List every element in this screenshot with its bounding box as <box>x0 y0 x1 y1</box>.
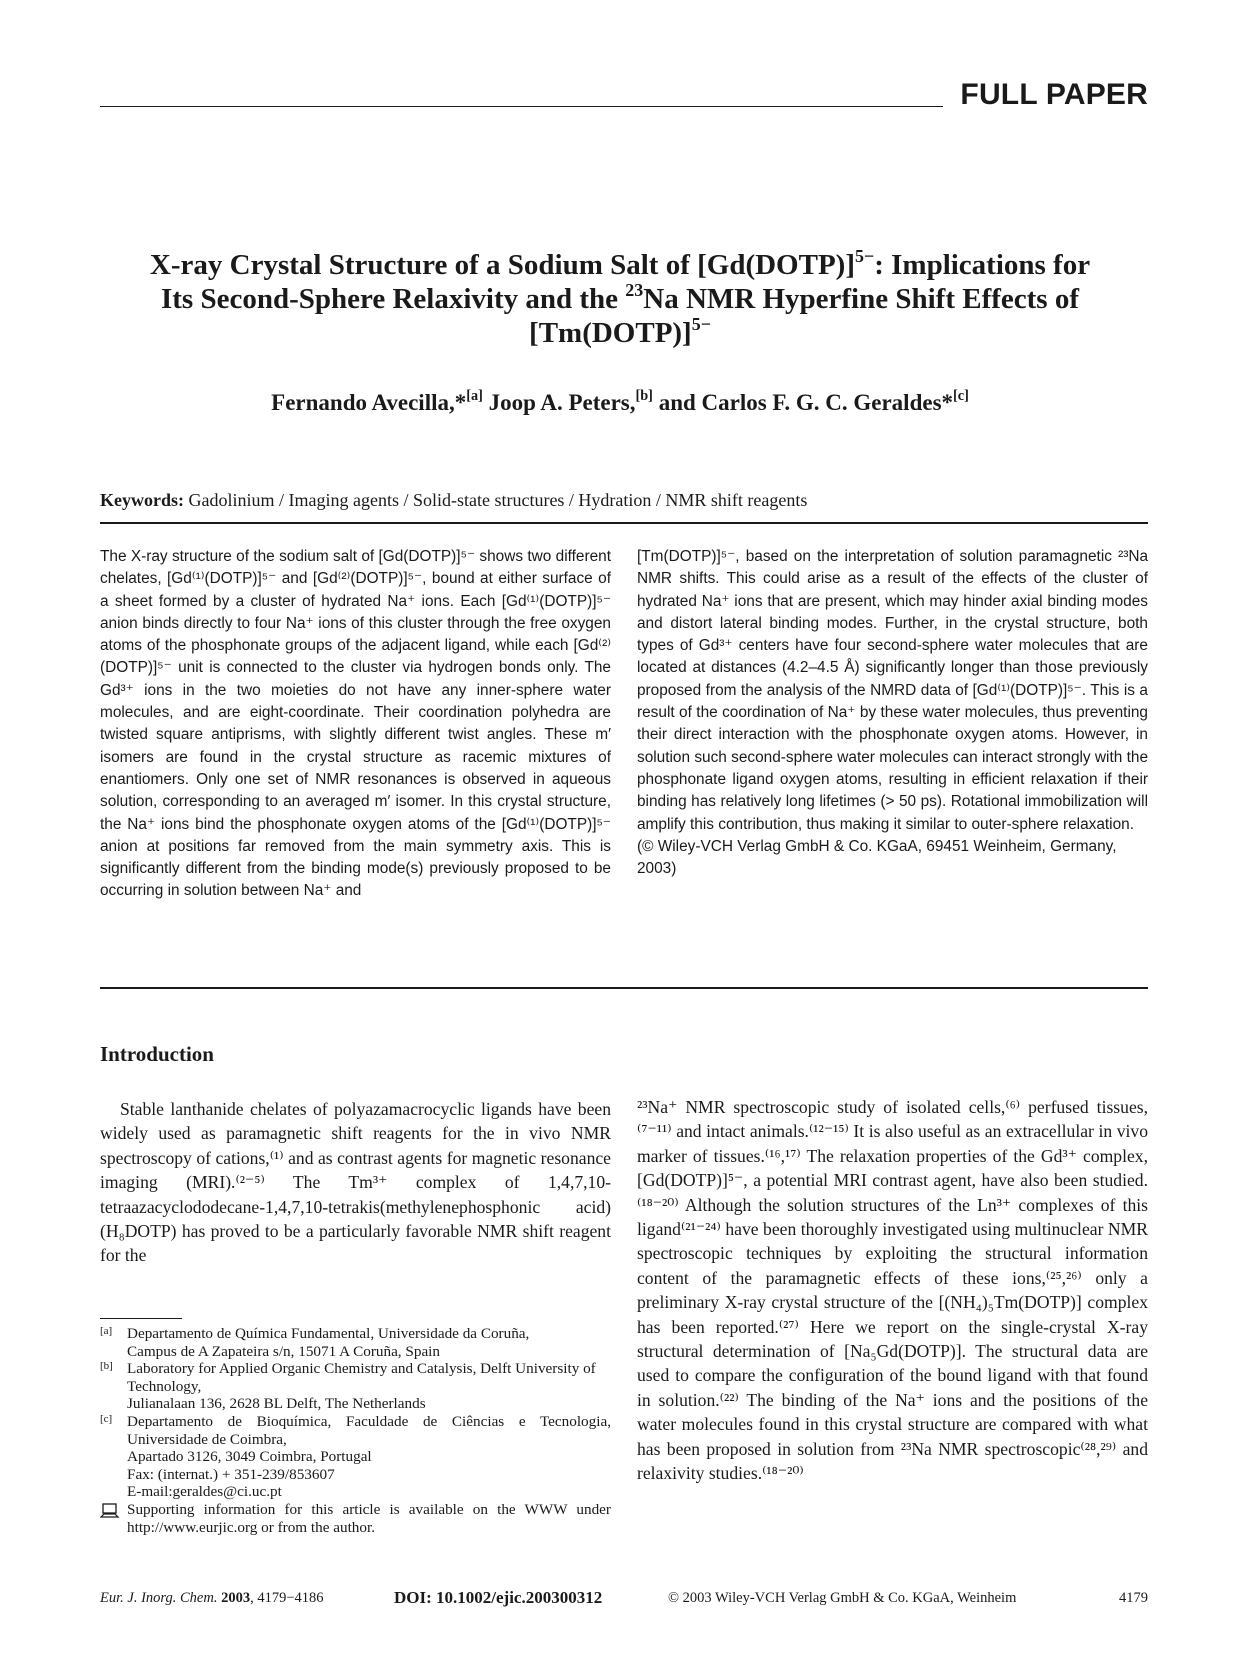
author-3: and Carlos F. G. C. Geraldes* <box>652 390 954 415</box>
footnote-rule <box>100 1318 182 1319</box>
abstract-right-text: [Tm(DOTP)]⁵⁻, based on the interpretation of solution paramagnetic ²³Na NMR shifts. This could arise as a result of the effects of the cluster of hydrated Na⁺ ions that are present, which may hinder axial binding modes and distort lateral binding modes. Further, in the crystal structure, both types of Gd³⁺ centers have four second-sphere water molecules that are located at distances (4.2–4.5 Å) significantly longer than those previously proposed from the analysis of the NMRD data of [Gd⁽¹⁾(DOTP)]⁵⁻. This is a result of the coordination of Na⁺ by these water molecules, thus preventing their direct interaction with the phosphonate oxygen atoms. However, in solution such second-sphere water molecules can interact strongly with the phosphonate ligand oxygen atoms, resulting in efficient relaxation if their binding has relatively long lifetimes (> 50 ps). Rotational immobilization will amplify this contribution, thus making it similar to outer-sphere relaxation. <box>637 548 1148 833</box>
affiliation-mark-a: [a] <box>466 387 483 404</box>
footnotes <box>100 1325 611 1536</box>
title-charge: 5− <box>854 245 875 266</box>
footnote-mark: [b] <box>100 1360 113 1373</box>
title-isotope: 23 <box>625 279 644 300</box>
abstract-right-column <box>637 546 1148 880</box>
affiliation-mark-c: [c] <box>953 387 969 404</box>
footnote-line: Departamento de Bioquímica, Faculdade de Ciências e Tecnologia, Universidade de Coimbra, <box>127 1412 611 1448</box>
footer-doi[interactable]: DOI: 10.1002/ejic.200300312 <box>394 1588 603 1607</box>
footnote-line: Supporting information for this article is available on the WWW under http://www.eurjic.org or from the author. <box>127 1500 611 1536</box>
footnote-mark: [a] <box>100 1325 113 1337</box>
abstract-copyright: (© Wiley-VCH Verlag GmbH & Co. KGaA, 69451 Weinheim, Germany, 2003) <box>637 837 1117 878</box>
keywords-label: Keywords: <box>100 490 184 510</box>
footer-copyright: © 2003 Wiley-VCH Verlag GmbH & Co. KGaA, Weinheim <box>668 1590 1017 1606</box>
affiliation-mark-b: [b] <box>635 387 653 404</box>
keywords <box>100 490 1148 511</box>
footnote-line: Laboratory for Applied Organic Chemistry and Catalysis, Delft University of Technology, <box>127 1360 596 1395</box>
keywords-text: Gadolinium / Imaging agents / Solid-state structures / Hydration / NMR shift reagents <box>184 490 808 510</box>
author-1: Fernando Avecilla,* <box>271 390 467 415</box>
author-list <box>100 387 1140 416</box>
footnote-supporting-info <box>100 1501 611 1536</box>
computer-icon <box>100 1503 120 1524</box>
footnote-line: Campus de A Zapateira s/n, 15071 A Coruña, Spain <box>127 1342 440 1360</box>
intro-left-column: Stable lanthanide chelates of polyazamacrocyclic ligands have been widely used as paramagnetic shift reagents for the in vivo NMR spectroscopy of cations,⁽¹⁾ and as contrast agents for magnetic resonance imaging (MRI).⁽²⁻⁵⁾ The Tm³⁺ complex of 1,4,7,10-tetraazacyclododecane-1,4,7,10-tetrakis(methylenephosphonic acid) (H₈DOTP) has proved to be a particularly favorable NMR shift reagent for the <box>100 1099 611 1266</box>
intro-right-column: ²³Na⁺ NMR spectroscopic study of isolated cells,⁽⁶⁾ perfused tissues,⁽⁷⁻¹¹⁾ and intact animals.⁽¹²⁻¹⁵⁾ It is also useful as an extracellular in vivo marker of tissues.⁽¹⁶,¹⁷⁾ The relaxation properties of the Gd³⁺ complex, [Gd(DOTP)]⁵⁻, a potential MRI contrast agent, have also been studied.⁽¹⁸⁻²⁰⁾ Although the solution structures of the Ln³⁺ complexes of this ligand⁽²¹⁻²⁴⁾ have been thoroughly investigated using multinuclear NMR spectroscopic techniques by exploiting the structural information content of the paramagnetic effects of these ions,⁽²⁵,²⁶⁾ only a preliminary X-ray crystal structure of the [(NH₄)₅Tm(DOTP)] complex has been reported.⁽²⁷⁾ Here we report on the single-crystal X-ray structural determination of [Na₅Gd(DOTP)]. The structural data are used to compare the configuration of the bound ligand with that found in solution.⁽²²⁾ The binding of the Na⁺ ions and the positions of the water molecules found in this crystal structure are compared with what has been proposed in solution from ²³Na NMR spectroscopic⁽²⁸,²⁹⁾ and relaxivity studies.⁽¹⁸⁻²⁰⁾ <box>637 1097 1148 1484</box>
footnote-mark: [c] <box>100 1412 113 1425</box>
journal-year: 2003 <box>221 1590 251 1606</box>
journal-name: Eur. J. Inorg. Chem. <box>100 1590 218 1606</box>
abstract-left-column: The X-ray structure of the sodium salt of [Gd(DOTP)]⁵⁻ shows two different chelates, [Gd⁽¹⁾(DOTP)]⁵⁻ and [Gd⁽²⁾(DOTP)]⁵⁻, bound at either surface of a sheet formed by a cluster of hydrated Na⁺ ions. Each [Gd⁽¹⁾(DOTP)]⁵⁻ anion binds directly to four Na⁺ ions of this cluster through the free oxygen atoms of the phosphonate groups of the adjacent ligand, while each [Gd⁽²⁾(DOTP)]⁵⁻ unit is connected to the cluster via hydrogen bonds only. The Gd³⁺ ions in the two moieties do not have any inner-sphere water molecules, and are eight-coordinate. Their coordination polyhedra are twisted square antiprisms, with slightly different twist angles. These m′ isomers are found in the crystal structure as racemic mixtures of enantiomers. Only one set of NMR resonances is observed in aqueous solution, corresponding to an averaged m′ isomer. In this crystal structure, the Na⁺ ions bind the phosphonate oxygen atoms of the [Gd⁽¹⁾(DOTP)]⁵⁻ anion at positions far removed from the main symmetry axis. This is significantly different from the binding mode(s) previously proposed to be occurring in solution between Na⁺ and <box>100 548 611 900</box>
section-label: FULL PAPER <box>960 78 1148 111</box>
footnote-line: E-mail:geraldes@ci.uc.pt <box>127 1483 282 1501</box>
page-number: 4179 <box>1119 1590 1148 1606</box>
footnote-line: Departamento de Química Fundamental, Universidade da Coruña, <box>127 1325 530 1342</box>
footnote-line: Fax: (internat.) + 351-239/853607 <box>127 1465 335 1483</box>
author-2: Joop A. Peters, <box>482 390 636 415</box>
footnote-b <box>100 1360 611 1413</box>
article-title <box>100 245 1140 350</box>
title-line-1-tail: : Implications for <box>874 249 1091 281</box>
header-rule <box>100 106 943 107</box>
footnote-a <box>100 1325 611 1360</box>
footnote-line: Julianalaan 136, 2628 BL Delft, The Netherlands <box>127 1395 426 1413</box>
title-charge-2: 5− <box>691 313 711 334</box>
section-heading-introduction: Introduction <box>100 1042 214 1066</box>
title-line-3: [Tm(DOTP)] <box>529 317 692 349</box>
keywords-rule <box>100 522 1148 524</box>
title-line-2-tail: Na NMR Hyperfine Shift Effects of <box>643 283 1079 315</box>
abstract-rule <box>100 987 1148 989</box>
footnote-line: Apartado 3126, 3049 Coimbra, Portugal <box>127 1448 372 1466</box>
title-line-1: X-ray Crystal Structure of a Sodium Salt of [Gd(DOTP)] <box>149 249 855 281</box>
footnote-c <box>100 1413 611 1501</box>
journal-pages: , 4179−4186 <box>250 1590 324 1606</box>
title-line-2: Its Second-Sphere Relaxivity and the <box>160 283 626 315</box>
footer-citation <box>100 1590 324 1607</box>
page-footer <box>100 1590 1148 1614</box>
